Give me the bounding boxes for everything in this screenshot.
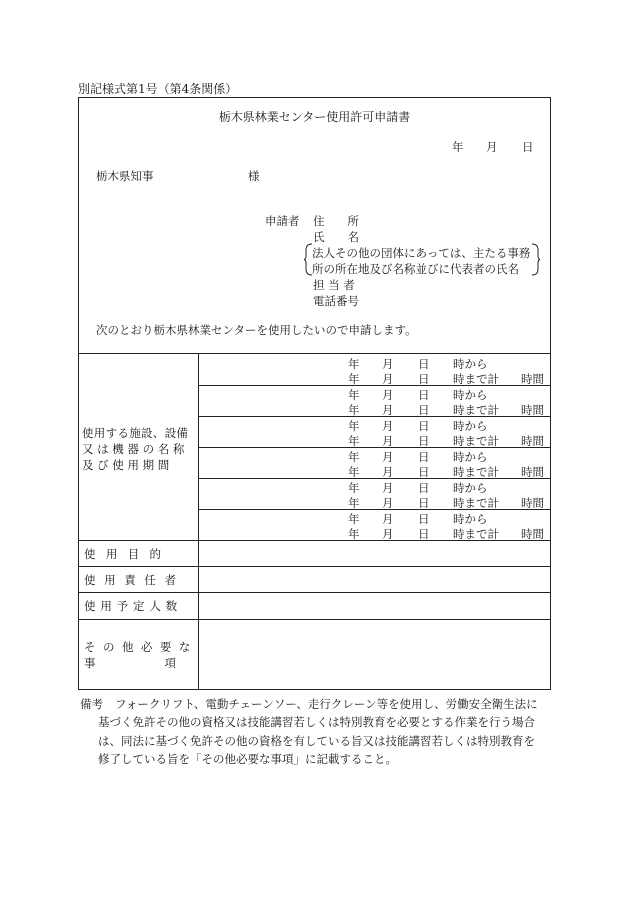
addressee-name: 栃木県知事 <box>96 169 154 183</box>
form-title: 栃木県林業センター使用許可申請書 <box>218 110 411 124</box>
period-end-month: 月 <box>382 434 394 448</box>
period-end-month: 月 <box>382 465 394 479</box>
period-start-year: 年 <box>348 481 360 495</box>
period-start-month: 月 <box>382 512 394 526</box>
period-total-hours: 時間 <box>521 434 544 448</box>
period-end-day: 日 <box>418 434 430 448</box>
period-start-time: 時から <box>453 481 488 495</box>
period-total-hours: 時間 <box>521 527 544 541</box>
period-end-time: 時まで計 <box>453 403 499 417</box>
corporate-note-line1: 法人その他の団体にあっては、主たる事務 <box>312 246 531 260</box>
period-start-month: 月 <box>382 357 394 371</box>
period-start-time: 時から <box>453 450 488 464</box>
date-month: 月 <box>486 140 498 154</box>
period-start-time: 時から <box>453 357 488 371</box>
period-end-year: 年 <box>348 434 360 448</box>
period-end-day: 日 <box>418 372 430 386</box>
period-start-year: 年 <box>348 419 360 433</box>
period-start-year: 年 <box>348 450 360 464</box>
facility-label-line2: 又 は 機 器 の 名 称 <box>82 442 185 456</box>
date-day: 日 <box>522 140 534 154</box>
period-end-day: 日 <box>418 465 430 479</box>
period-start-day: 日 <box>418 388 430 402</box>
headcount-label: 使用予定人数 <box>84 599 182 613</box>
applicant-address-label: 住 所 <box>313 214 359 228</box>
period-end-time: 時まで計 <box>453 465 499 479</box>
period-end-day: 日 <box>418 496 430 510</box>
contact-person-label: 担 当 者 <box>313 278 355 292</box>
period-start-month: 月 <box>382 481 394 495</box>
period-end-time: 時まで計 <box>453 372 499 386</box>
period-start-month: 月 <box>382 450 394 464</box>
period-start-year: 年 <box>348 357 360 371</box>
period-start-day: 日 <box>418 481 430 495</box>
period-end-year: 年 <box>348 403 360 417</box>
period-start-day: 日 <box>418 512 430 526</box>
period-total-hours: 時間 <box>521 403 544 417</box>
manager-label: 使用責任者 <box>84 573 185 587</box>
period-start-year: 年 <box>348 512 360 526</box>
facility-label-line1: 使用する施設、設備 <box>82 426 189 440</box>
facility-label-line3: 及 び 使 用 期 間 <box>82 458 170 472</box>
purpose-label: 使用目的 <box>84 547 172 561</box>
period-start-month: 月 <box>382 419 394 433</box>
corporate-note-line2: 所の所在地及び名称並びに代表者の氏名 <box>312 262 519 276</box>
manager-input[interactable] <box>199 567 550 592</box>
other-label-line2: 事 項 <box>84 656 176 670</box>
remarks-line2: 基づく免許その他の資格又は技能講習若しくは特別教育を必要とする作業を行う場合 <box>98 715 535 729</box>
period-total-hours: 時間 <box>521 372 544 386</box>
remarks-label: 備考 <box>80 697 103 711</box>
period-end-day: 日 <box>418 527 430 541</box>
period-end-month: 月 <box>382 527 394 541</box>
period-start-year: 年 <box>348 388 360 402</box>
headcount-input[interactable] <box>199 593 550 619</box>
period-start-day: 日 <box>418 450 430 464</box>
period-end-year: 年 <box>348 496 360 510</box>
remarks-line3: は、同法に基づく免許その他の資格を有している旨又は技能講習若しくは特別教育を <box>98 734 535 748</box>
period-end-day: 日 <box>418 403 430 417</box>
other-label-line1: その他必要な <box>84 640 198 654</box>
period-end-month: 月 <box>382 496 394 510</box>
period-start-time: 時から <box>453 388 488 402</box>
period-total-hours: 時間 <box>521 465 544 479</box>
period-total-hours: 時間 <box>521 496 544 510</box>
period-start-month: 月 <box>382 388 394 402</box>
date-year: 年 <box>452 140 464 154</box>
form-number: 別記様式第1号（第4条関係） <box>78 82 238 96</box>
period-start-time: 時から <box>453 419 488 433</box>
applicant-label: 申請者 <box>265 214 300 228</box>
period-end-month: 月 <box>382 372 394 386</box>
other-matters-input[interactable] <box>199 620 550 689</box>
phone-number-label: 電話番号 <box>313 294 359 308</box>
period-end-year: 年 <box>348 527 360 541</box>
purpose-input[interactable] <box>199 541 550 566</box>
period-end-year: 年 <box>348 465 360 479</box>
period-start-time: 時から <box>453 512 488 526</box>
right-bracket-icon <box>531 243 540 276</box>
remarks-line1: フォークリフト、電動チェーンソー、走行クレーン等を使用し、労働安全衛生法に <box>115 697 538 711</box>
addressee-honorific: 様 <box>248 169 260 183</box>
period-end-time: 時まで計 <box>453 527 499 541</box>
period-start-day: 日 <box>418 357 430 371</box>
period-start-day: 日 <box>418 419 430 433</box>
period-end-time: 時まで計 <box>453 434 499 448</box>
period-end-year: 年 <box>348 372 360 386</box>
period-end-month: 月 <box>382 403 394 417</box>
applicant-name-label: 氏 名 <box>313 230 359 244</box>
request-statement: 次のとおり栃木県林業センターを使用したいので申請します。 <box>96 323 417 337</box>
period-end-time: 時まで計 <box>453 496 499 510</box>
remarks-line4: 修了している旨を「その他必要な事項」に記載すること。 <box>98 752 397 766</box>
